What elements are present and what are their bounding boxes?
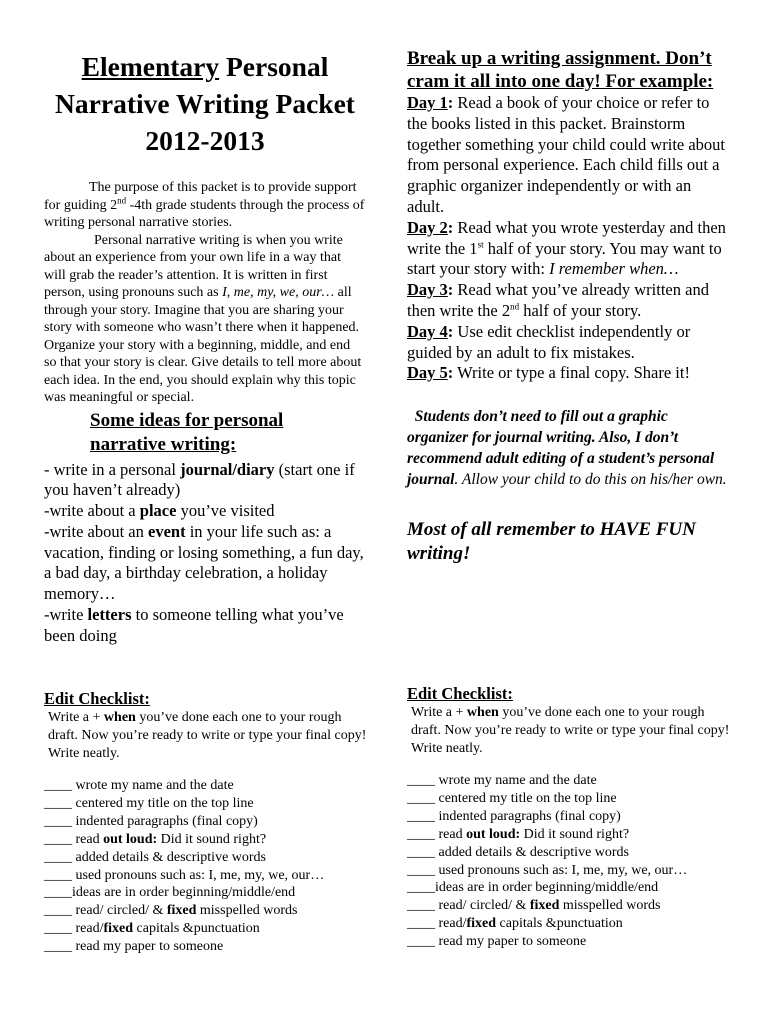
- checklist-items: [44, 777, 374, 956]
- checklist-item: ____ indented paragraphs (final copy): [407, 808, 621, 824]
- checklist-item: ____ used pronouns such as: I, me, my, we, our…: [407, 862, 688, 878]
- day-5: Day 5: Write or type a final copy. Share it!: [407, 363, 690, 383]
- intro-paragraph: [44, 179, 366, 407]
- day-3: Day 3: Read what you’ve already written and then write the 2nd half of your story.: [407, 280, 709, 320]
- day-1: Day 1: Read a book of your choice or refer to the books listed in this packet. Brainstorm together something your child could write about from personal experience. Each child fills out a graphic organizer independently or with an adult.: [407, 93, 726, 216]
- edit-checklist-right: [407, 683, 737, 951]
- checklist-intro: Write a + when you’ve done each one to your rough draft. Now you’re ready to write or type your final copy! Write neatly.: [411, 705, 730, 756]
- checklist-item: ____ read my paper to someone: [407, 934, 587, 950]
- checklist-item: ____ read out loud: Did it sound right?: [44, 831, 267, 847]
- checklist-item: ____ read out loud: Did it sound right?: [407, 826, 630, 842]
- journal-note-italic: . Allow your child to do this on his/her own.: [454, 471, 727, 489]
- page-title: [44, 48, 366, 159]
- idea-place: -write about a place you’ve visited: [44, 501, 275, 521]
- intro-p1-text-b: -4th grade students through the process of writing personal narrative stories.: [44, 197, 365, 230]
- ideas-heading-line2: narrative writing:: [90, 433, 237, 455]
- checklist-item: ____ centered my title on the top line: [407, 790, 617, 806]
- day-2: Day 2: Read what you wrote yesterday and then write the 1st half of your story. You may want to start your story with: I remember when…: [407, 217, 726, 279]
- checklist-item: ____ indented paragraphs (final copy): [44, 813, 258, 829]
- checklist-item: ____ wrote my name and the date: [44, 778, 234, 793]
- schedule-heading: Break up a writing assignment. Don’t cram it all into one day! For example:: [407, 48, 714, 92]
- edit-checklist-left: [44, 688, 374, 956]
- checklist-heading: Edit Checklist:: [44, 689, 150, 708]
- checklist-item: ____ read/ circled/ & fixed misspelled words: [44, 903, 298, 919]
- idea-event: -write about an event in your life such as: a vacation, finding or losing something, a fun day, a bad day, a birthday celebration, a holiday memory…: [44, 521, 364, 604]
- checklist-item: ____ read/fixed capitals &punctuation: [407, 916, 623, 932]
- checklist-item: ____ideas are in order beginning/middle/end: [44, 885, 296, 901]
- intro-p2-text-b: all through your story. Imagine that you are sharing your story with someone who wasn’t there when it happened. Organize your story with a beginning, middle, and end so that your story is clear. Give details to tell more about each idea. In the end, you should explain why this topic was meaningful or special.: [44, 285, 362, 405]
- intro-p1-text: The purpose of this packet is to provide support for guiding 2: [44, 180, 357, 213]
- ideas-heading-line1: Some ideas for personal: [90, 409, 284, 431]
- checklist-heading: Edit Checklist:: [407, 684, 513, 703]
- title-underlined-word: Elementary: [81, 51, 220, 82]
- checklist-item: ____ read/ circled/ & fixed misspelled words: [407, 898, 661, 914]
- ideas-heading: [90, 409, 366, 457]
- checklist-item: ____ centered my title on the top line: [44, 795, 254, 811]
- intro-p2-pronouns: I, me, my, we, our…: [222, 285, 335, 300]
- checklist-item: ____ideas are in order beginning/middle/end: [407, 880, 659, 896]
- checklist-item: ____ wrote my name and the date: [407, 773, 597, 788]
- intro-p1-sup: nd: [117, 194, 127, 205]
- checklist-intro: Write a + when you’ve done each one to your rough draft. Now you’re ready to write or type your final copy! Write neatly.: [48, 710, 367, 761]
- schedule-days: [407, 93, 727, 384]
- have-fun-message: Most of all remember to HAVE FUN writing!: [407, 519, 696, 565]
- journal-note-bold: Students don’t need to fill out a graphic organizer for journal writing. Also, I don’t recommend adult editing of a student’s personal journal: [407, 408, 715, 489]
- journal-note: [407, 406, 727, 490]
- day-4: Day 4: Use edit checklist independently or guided by an adult to fix mistakes.: [407, 321, 691, 362]
- checklist-item: ____ added details & descriptive words: [44, 849, 267, 865]
- checklist-items: [407, 772, 737, 951]
- title-line1-rest: Personal: [219, 51, 329, 82]
- title-line2: Narrative Writing Packet: [55, 88, 355, 119]
- title-year: 2012-2013: [145, 125, 265, 156]
- left-column: [44, 48, 366, 647]
- ideas-list: [44, 460, 366, 647]
- checklist-item: ____ used pronouns such as: I, me, my, we, our…: [44, 867, 325, 883]
- checklist-item: ____ added details & descriptive words: [407, 844, 630, 860]
- right-column: [407, 48, 727, 566]
- idea-journal: - write in a personal journal/diary (start one if you haven’t already): [44, 459, 355, 500]
- checklist-item: ____ read my paper to someone: [44, 939, 224, 955]
- intro-p2-text: Personal narrative writing is when you write about an experience from your own life in a way that will grab the reader’s attention. It is written in first person, using pronouns such as: [44, 232, 343, 300]
- checklist-item: ____ read/fixed capitals &punctuation: [44, 921, 260, 937]
- idea-letters: -write letters to someone telling what you’ve been doing: [44, 605, 344, 645]
